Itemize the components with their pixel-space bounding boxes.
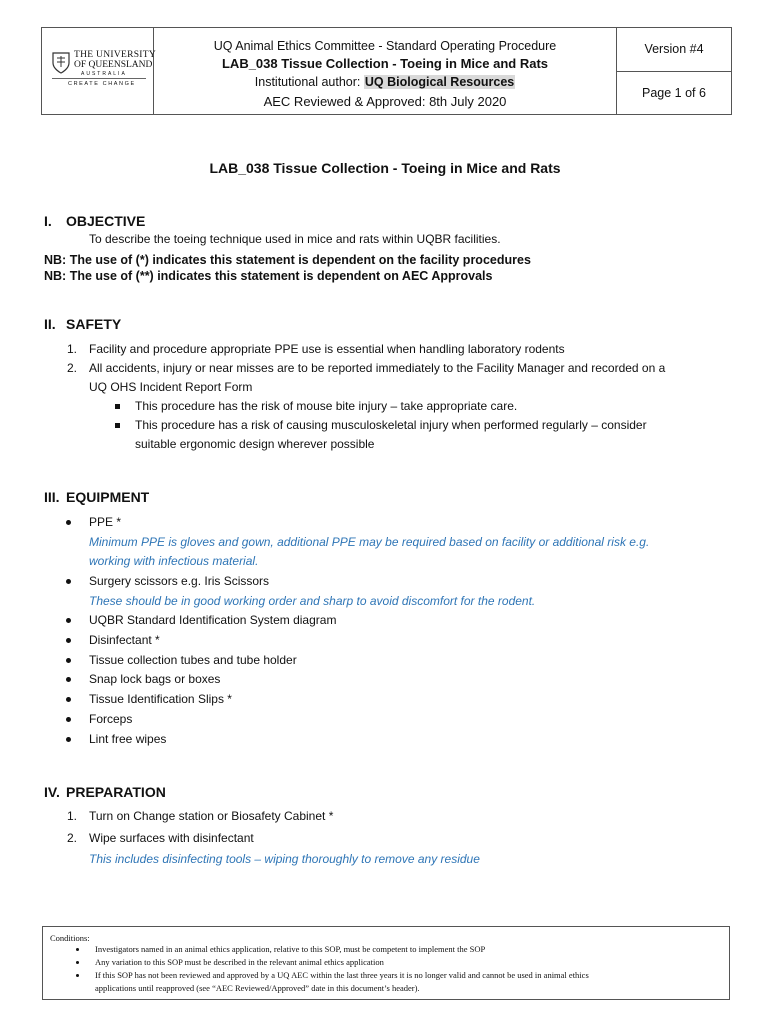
- section-title: OBJECTIVE: [66, 213, 146, 229]
- review-date: AEC Reviewed & Approved: 8th July 2020: [263, 94, 507, 109]
- bullet-icon: [76, 974, 79, 977]
- page-number: Page 1 of 6: [642, 85, 706, 100]
- nb-aec-note: NB: The use of (**) indicates this statement is dependent on AEC Approvals: [44, 269, 493, 283]
- bullet-icon: [66, 579, 71, 584]
- list-number-1: 1.: [67, 342, 78, 356]
- ppe-note: Minimum PPE is gloves and gown, additional PPE may be required based on facility or additional risk e.g.: [89, 535, 650, 549]
- preparation-item-1: Turn on Change station or Biosafety Cabinet *: [89, 809, 334, 823]
- logo-line-3: AUSTRALIA: [81, 71, 127, 77]
- section-number: II.: [44, 316, 56, 332]
- logo-line-2: OF QUEENSLAND: [74, 60, 153, 70]
- section-number: III.: [44, 489, 60, 505]
- safety-heading: [44, 316, 121, 332]
- equipment-item: Lint free wipes: [89, 732, 167, 746]
- section-number: I.: [44, 213, 52, 229]
- condition-2: Any variation to this SOP must be described in the relevant animal ethics application: [95, 957, 384, 967]
- nb-facility-note: NB: The use of (*) indicates this statement is dependent on the facility procedures: [44, 253, 531, 267]
- header-title: LAB_038 Tissue Collection - Toeing in Mice and Rats: [221, 56, 549, 71]
- section-title: SAFETY: [66, 316, 122, 332]
- document-title: LAB_038 Tissue Collection - Toeing in Mice and Rats: [209, 160, 561, 176]
- bullet-icon: [66, 638, 71, 643]
- logo-line-4: CREATE CHANGE: [68, 81, 136, 87]
- equipment-item: Tissue collection tubes and tube holder: [89, 653, 297, 667]
- preparation-item-2: Wipe surfaces with disinfectant: [89, 831, 254, 845]
- equipment-item: Disinfectant *: [89, 633, 160, 647]
- document-header: [41, 27, 732, 115]
- condition-3: If this SOP has not been reviewed and approved by a UQ AEC within the last three years it is no longer valid and cannot be used in animal ethics: [95, 970, 589, 980]
- bullet-icon: [66, 697, 71, 702]
- square-bullet-icon: [115, 423, 120, 428]
- university-logo: [42, 28, 157, 114]
- version-number: Version #4: [617, 28, 731, 72]
- conditions-label: Conditions:: [50, 933, 90, 943]
- bullet-icon: [76, 948, 79, 951]
- section-title: PREPARATION: [66, 784, 166, 800]
- safety-subitem-1: This procedure has the risk of mouse bite injury – take appropriate care.: [135, 399, 518, 413]
- committee-name: UQ Animal Ethics Committee - Standard Operating Procedure: [213, 39, 557, 53]
- equipment-scissors: Surgery scissors e.g. Iris Scissors: [89, 574, 270, 588]
- equipment-item: Tissue Identification Slips *: [89, 692, 232, 706]
- square-bullet-icon: [115, 404, 120, 409]
- list-number-2: 2.: [67, 361, 78, 375]
- bullet-icon: [66, 618, 71, 623]
- objective-text: To describe the toeing technique used in mice and rats within UQBR facilities.: [89, 232, 501, 246]
- safety-item-2-cont: UQ OHS Incident Report Form: [89, 380, 253, 394]
- author-value: UQ Biological Resources: [364, 75, 515, 89]
- bullet-icon: [76, 961, 79, 964]
- section-title: EQUIPMENT: [66, 489, 150, 505]
- list-number-1: 1.: [67, 809, 78, 823]
- equipment-ppe: PPE *: [89, 515, 122, 529]
- equipment-item: Forceps: [89, 712, 133, 726]
- logo-line-1: THE UNIVERSITY: [74, 50, 157, 60]
- bullet-icon: [66, 717, 71, 722]
- condition-1: Investigators named in an animal ethics application, relative to this SOP, must be competent to implement the SOP: [95, 944, 486, 954]
- crest-icon: [52, 52, 70, 74]
- bullet-icon: [66, 658, 71, 663]
- equipment-heading: [44, 489, 149, 505]
- equipment-item: Snap lock bags or boxes: [89, 672, 221, 686]
- preparation-heading: [44, 784, 166, 800]
- header-meta: [617, 28, 731, 114]
- bullet-icon: [66, 737, 71, 742]
- ppe-note-cont: working with infectious material.: [89, 554, 259, 568]
- safety-subitem-2-cont: suitable ergonomic design wherever possible: [135, 437, 375, 451]
- preparation-note: This includes disinfecting tools – wiping thoroughly to remove any residue: [89, 852, 480, 866]
- condition-3-cont: applications until reapproved (see “AEC Reviewed/Approved” date in this document’s header).: [95, 983, 420, 993]
- institutional-author: [154, 73, 616, 91]
- author-label: Institutional author:: [254, 75, 361, 89]
- safety-item-1: Facility and procedure appropriate PPE use is essential when handling laboratory rodents: [89, 342, 565, 356]
- bullet-icon: [66, 677, 71, 682]
- bullet-icon: [66, 520, 71, 525]
- safety-subitem-2: This procedure has a risk of causing musculoskeletal injury when performed regularly – consider: [135, 418, 647, 432]
- equipment-item: UQBR Standard Identification System diagram: [89, 613, 337, 627]
- conditions-box: [42, 926, 730, 1000]
- logo-divider: [52, 78, 146, 79]
- scissors-note: These should be in good working order and sharp to avoid discomfort for the rodent.: [89, 594, 536, 608]
- objective-heading: [44, 213, 145, 229]
- section-number: IV.: [44, 784, 60, 800]
- list-number-2: 2.: [67, 831, 78, 845]
- header-info: [154, 28, 617, 114]
- safety-item-2: All accidents, injury or near misses are to be reported immediately to the Facility Manager and recorded on a: [89, 361, 666, 375]
